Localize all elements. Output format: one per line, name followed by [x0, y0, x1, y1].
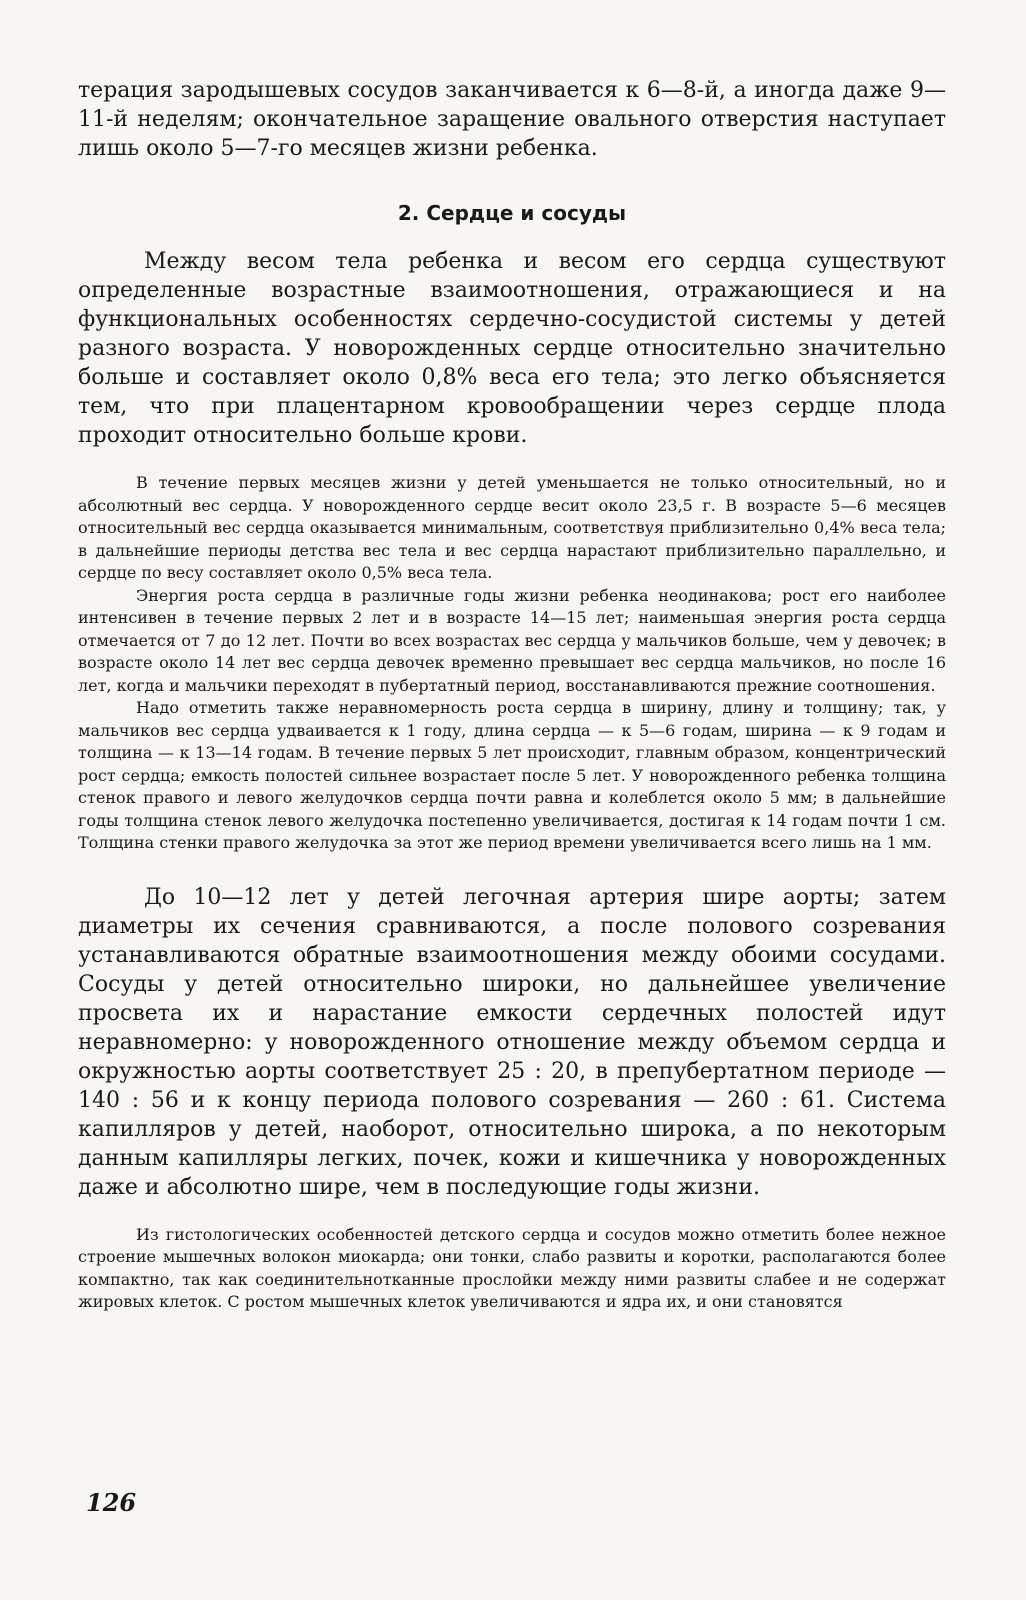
page-number: 126: [86, 1488, 137, 1517]
note-paragraph-uneven-growth: Надо отметить также неравномерность роста сердца в ширину, длину и толщину; так, у мальчиков вес сердца удваивается к 1 году, длина сердца — к 5—6 годам, ширина — к 9 годам и толщина — к 13—14 годам. В течение первых 5 лет происходит, главным образом, концентрический рост сердца; емкость полостей сильнее возрастает после 5 лет. У новорожденного ребенка толщина стенок правого и левого желудочков сердца почти равна и колеблется около 5 мм; в дальнейшие годы толщина стенок левого желудочка постепенно увеличивается, достигая к 14 годам почти 1 см. Толщина стенки правого желудочка за этот же период времени увеличивается всего лишь на 1 мм.: [78, 698, 946, 852]
note-paragraph-histology: Из гистологических особенностей детского сердца и сосудов можно отметить более нежное строение мышечных волокон миокарда; они тонки, слабо развиты и коротки, располагаются более компактно, так как соединительнотканные прослойки между ними развиты слабее и не содержат жировых клеток. С ростом мышечных клеток увеличиваются и ядра их, и они становятся: [78, 1224, 946, 1311]
note-paragraph-heart-weight-months: В течение первых месяцев жизни у детей уменьшается не только относительный, но и абсолютный вес сердца. У новорожденного сердце весит около 23,5 г. В возрасте 5—6 месяцев относительный вес сердца оказывается минимальным, соответствуя приблизительно 0,4% веса тела; в дальнейшие периоды детства вес тела и вес сердца нарастают приблизительно параллельно, и сердце по весу составляет около 0,5% веса тела.: [78, 473, 946, 582]
page-content: [78, 76, 946, 1314]
paragraph-heart-weight: Между весом тела ребенка и весом его сердца существуют определенные возрастные взаимоотношения, отражающиеся и на функциональных особенностях сердечно-сосудистой системы у детей разного возраста. У новорожденных сердце относительно значительно больше и составляет около 0,8% веса его тела; это легко объясняется тем, что при плацентарном кровообращении через сердце плода проходит относительно больше крови.: [78, 249, 946, 448]
paragraph-vessels: До 10—12 лет у детей легочная артерия шире аорты; затем диаметры их сечения сравниваются, а после полового созревания устанавливаются обратные взаимоотношения между обоими сосудами. Сосуды у детей относительно широки, но дальнейшее увеличение просвета их и нарастание емкости сердечных полостей идут неравномерно: у новорожденного отношение между объемом сердца и окружностью аорты соответствует 25 : 20, в препубертатном периоде — 140 : 56 и к концу периода полового созревания — 260 : 61. Система капилляров у детей, наоборот, относительно широка, а по некоторым данным капилляры легких, почек, кожи и кишечника у новорожденных даже и абсолютно шире, чем в последующие годы жизни.: [78, 884, 946, 1200]
note-paragraph-growth-energy: Энергия роста сердца в различные годы жизни ребенка неодинакова; рост его наиболее интенсивен в течение первых 2 лет и в возрасте 14—15 лет; наименьшая энергия роста сердца отмечается от 7 до 12 лет. Почти во всех возрастах вес сердца у мальчиков больше, чем у девочек; в возрасте около 14 лет вес сердца девочек временно превышает вес сердца мальчиков, но после 16 лет, когда и мальчики переходят в пубертатный период, восстанавливаются прежние соотношения.: [78, 585, 946, 695]
paragraph-continuation: терация зародышевых сосудов заканчивается к 6—8-й, а иногда даже 9—11-й неделям; окончательное заращение овального отверстия наступает лишь около 5—7-го месяцев жизни ребенка.: [78, 78, 946, 161]
section-heading: 2. Сердце и сосуды: [397, 201, 627, 225]
